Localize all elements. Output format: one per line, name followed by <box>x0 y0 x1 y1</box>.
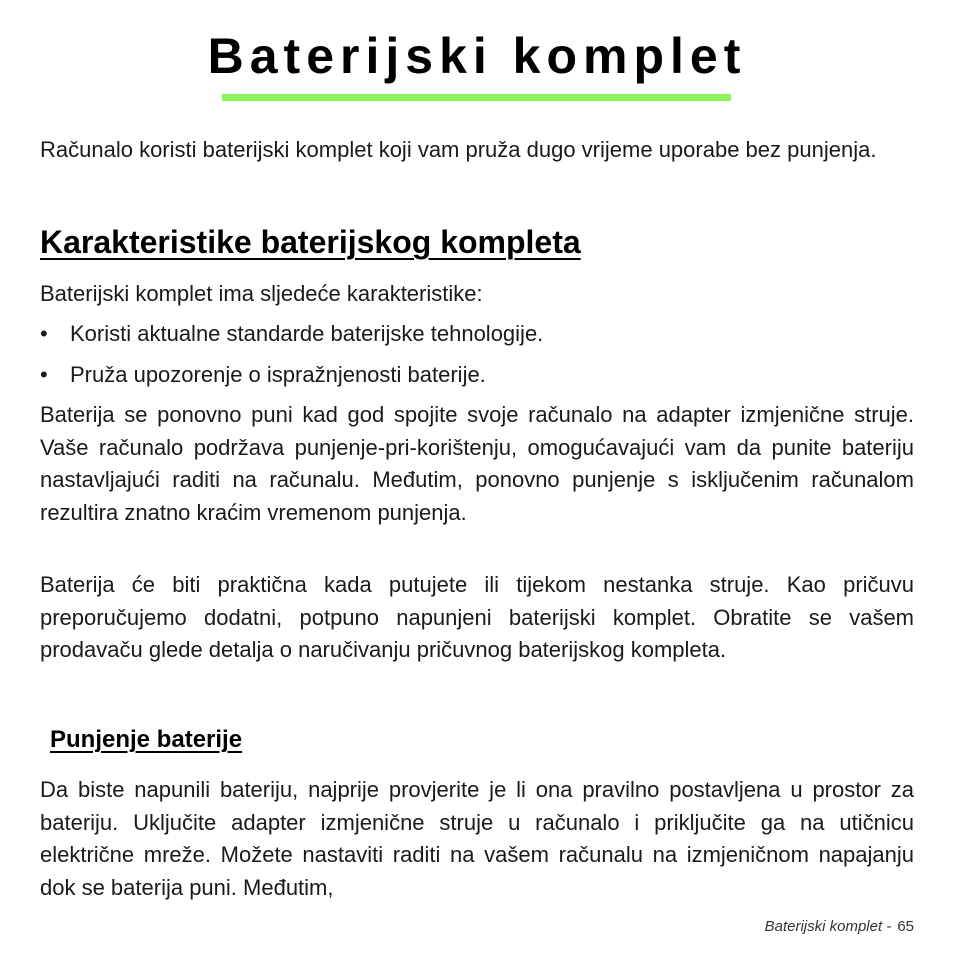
intro-paragraph: Računalo koristi baterijski komplet koji vam pruža dugo vrijeme uporabe bez punjenja. <box>40 137 877 162</box>
feature-list <box>40 318 914 400</box>
charging-instructions-paragraph: Da biste napunili bateriju, najprije provjerite je li ona pravilno postavljena u prostor za bateriju. Uključite adapter izmjenične struje u računalo i priključite ga na utičnicu električne mreže. Možete nastaviti raditi na vašem računalu na izmjeničnom napajanju dok se baterija puni. Međutim, <box>40 777 914 900</box>
section-lead: Baterijski komplet ima sljedeće karakteristike: <box>40 281 483 306</box>
bullet-icon: • <box>40 321 48 346</box>
page-number: 65 <box>897 918 914 935</box>
list-item-text: Pruža upozorenje o ispražnjenosti baterije. <box>70 362 486 387</box>
page-footer <box>765 917 914 937</box>
bullet-icon: • <box>40 362 48 387</box>
charging-paragraph: Baterija se ponovno puni kad god spojite svoje računalo na adapter izmjenične struje. Vaše računalo podržava punjenje-pri-korištenju, omogućavajući vam da punite bateriju nastavljajući raditi na računalu. Međutim, ponovno punjenje s isključenim računalom rezultira znatno kraćim vremenom punjenja. <box>40 402 914 525</box>
footer-label: Baterijski komplet - <box>764 918 892 935</box>
list-item-text: Koristi aktualne standarde baterijske tehnologije. <box>70 321 544 346</box>
subsection-heading: Punjenje baterije <box>50 726 243 753</box>
list-item <box>40 359 914 391</box>
page-title: Baterijski komplet <box>207 28 747 84</box>
spare-battery-paragraph: Baterija će biti praktična kada putujete ili tijekom nestanka struje. Kao pričuvu preporučujemo dodatni, potpuno napunjeni baterijski komplet. Obratite se vašem prodavaču glede detalja o naručivanju pričuvnog baterijskog kompleta. <box>40 572 914 662</box>
section-heading: Karakteristike baterijskog kompleta <box>40 224 581 260</box>
title-underline-bar <box>222 94 731 101</box>
list-item <box>40 318 914 350</box>
